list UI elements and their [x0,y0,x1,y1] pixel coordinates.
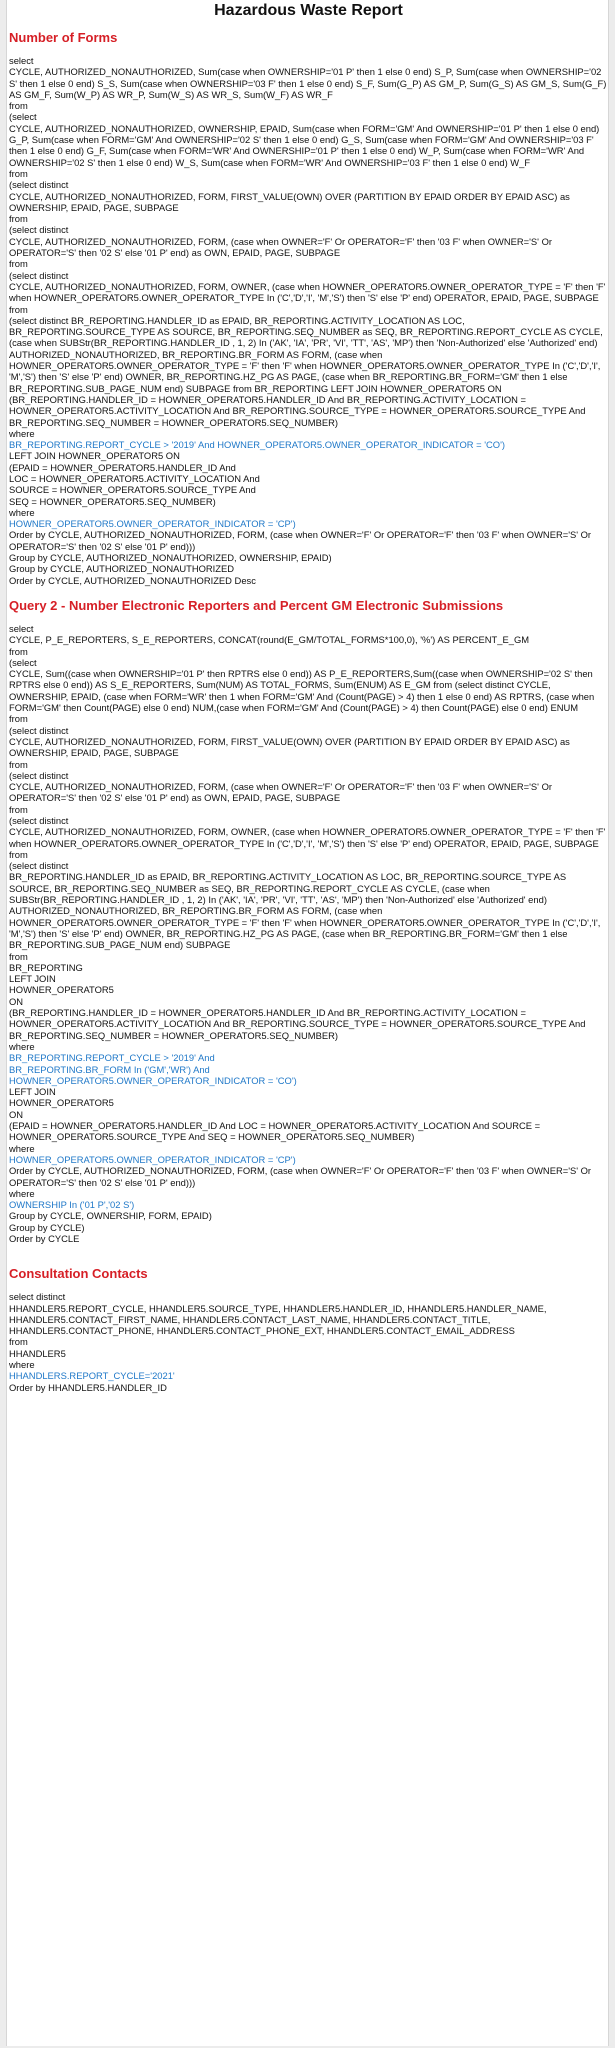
sql-line: (select distinct [9,769,69,781]
sql-line: Group by CYCLE, OWNERSHIP, FORM, EPAID) [9,1210,212,1222]
sql-line: ON [9,1108,24,1120]
sql-line: CYCLE, AUTHORIZED_NONAUTHORIZED, FORM, FIRST_VALUE(OWN) OVER (PARTITION BY EPAID ORDER BY EPAID ASC) as OWNERSHIP, EPAID, PAGE, SUBPAGE [9,190,570,213]
sql-line: from [9,950,28,962]
query-section [9,30,608,586]
sql-line: HOWNER_OPERATOR5 [9,984,114,996]
page-title: Hazardous Waste Report [214,2,403,19]
document-page [6,0,609,2046]
sql-line: where [9,427,35,439]
sql-line: from [9,645,28,657]
section-spacer [9,1256,608,1266]
sql-line: Order by HHANDLER5.HANDLER_ID [9,1381,167,1393]
sql-line: Order by CYCLE, AUTHORIZED_NONAUTHORIZED, FORM, (case when OWNER='F' Or OPERATOR='F' then '03 F' when OWNER='S' Or OPERATOR='S' then '02 S' else '01 P' end))) [9,529,592,552]
sql-line: (BR_REPORTING.HANDLER_ID = HOWNER_OPERATOR5.HANDLER_ID And BR_REPORTING.ACTIVITY_LOCATION = HOWNER_OPERATOR5.ACTIVITY_LOCATION And BR_REPORTING.SOURCE_TYPE = HOWNER_OPERATOR5.SOURCE_TYPE And BR_REPORTING.SEQ_NUMBER = HOWNER_OPERATOR5.SEQ_NUMBER) [9,1007,586,1041]
sql-line: (select distinct [9,224,69,236]
section-heading: Consultation Contacts [9,1266,148,1282]
sql-line: select distinct [9,1291,66,1303]
sql-line: from [9,213,28,225]
sql-line: CYCLE, AUTHORIZED_NONAUTHORIZED, FORM, FIRST_VALUE(OWN) OVER (PARTITION BY EPAID ORDER BY EPAID ASC) as OWNERSHIP, EPAID, PAGE, SUBPAGE [9,735,570,759]
sql-line: (select distinct [9,724,69,736]
sql-line: from [9,848,28,860]
sql-line: (select distinct [9,815,69,826]
sql-line-highlighted: OWNERSHIP In ('01 P','02 S') [9,1199,135,1211]
sql-line: Order by CYCLE [9,1232,80,1244]
sql-line-highlighted: HHANDLERS.REPORT_CYCLE='2021' [9,1370,175,1382]
sql-line-highlighted: HOWNER_OPERATOR5.OWNER_OPERATOR_INDICATOR = 'CO') [9,1074,297,1086]
sql-line: (EPAID = HOWNER_OPERATOR5.HANDLER_ID And LOC = HOWNER_OPERATOR5.ACTIVITY_LOCATION And SOURCE = HOWNER_OPERATOR5.SOURCE_TYPE And SEQ = HOWNER_OPERATOR5.SEQ_NUMBER) [9,1120,541,1143]
query-section [9,598,608,1244]
sql-line: SEQ = HOWNER_OPERATOR5.SEQ_NUMBER) [9,495,216,507]
sql-line: BR_REPORTING.HANDLER_ID as EPAID, BR_REPORTING.ACTIVITY_LOCATION AS LOC, BR_REPORTING.SOURCE_TYPE AS SOURCE, BR_REPORTING.SEQ_NUMBER as SEQ, BR_REPORTING.REPORT_CYCLE AS CYCLE, (case when SUBStr(BR_REPORTING.HANDLER_ID , 1, 2) In ('AK', 'IA', 'PR', 'VI', 'TT', 'AS', 'MP') then 'Non-Authorized' else 'Authorized' end) AUTHORIZED_NONAUTHORIZED, BR_REPORTING.BR_FORM AS FORM, (case when HOWNER_OPERATOR5.OWNER_OPERATOR_TYPE = 'F' then 'F' when HOWNER_OPERATOR5.OWNER_OPERATOR_TYPE In ('C','D','I', 'M','S') then 'S' else 'P' end) OWNER, BR_REPORTING.HZ_PG AS PAGE, (case when BR_REPORTING.BR_FORM='GM' then 1 else BR_REPORTING.SUB_PAGE_NUM end) SUBPAGE [9,871,601,951]
sql-line: LEFT JOIN [9,1086,56,1098]
sql-query-block [9,1291,608,1393]
sql-line: CYCLE, AUTHORIZED_NONAUTHORIZED, FORM, (case when OWNER='F' Or OPERATOR='F' then '03 F' when OWNER='S' Or OPERATOR='S' then '02 S' else '01 P' end) as OWN, EPAID, PAGE, SUBPAGE [9,235,552,259]
sections-container [9,30,608,1393]
query-section [9,1266,608,1393]
sql-line: from [9,758,28,770]
sql-line-highlighted: BR_REPORTING.BR_FORM In ('GM','WR') And [9,1063,210,1075]
sql-line: from [9,100,28,112]
sql-line: LOC = HOWNER_OPERATOR5.ACTIVITY_LOCATION And [9,472,260,484]
sql-line: (select distinct BR_REPORTING.HANDLER_ID as EPAID, BR_REPORTING.ACTIVITY_LOCATION AS LOC, BR_REPORTING.SOURCE_TYPE AS SOURCE, BR_REPORTING.SEQ_NUMBER as SEQ, BR_REPORTING.REPORT_CYCLE AS CYCLE, (case when SUBStr(BR_REPORTING.HANDLER_ID , 1, 2) In ('AK', 'IA', 'PR', 'VI', 'TT', 'AS', 'MP') then 'Non-Authorized' else 'Authorized' end) AUTHORIZED_NONAUTHORIZED, BR_REPORTING.BR_FORM AS FORM, (case when HOWNER_OPERATOR5.OWNER_OPERATOR_TYPE = 'F' then 'F' when HOWNER_OPERATOR5.OWNER_OPERATOR_TYPE In ('C','D','I', 'M','S') then 'S' else 'P' end) OWNER, BR_REPORTING.HZ_PG AS PAGE, (case when BR_REPORTING.BR_FORM='GM' then 1 else BR_REPORTING.SUB_PAGE_NUM end) SUBPAGE from BR_REPORTING LEFT JOIN HOWNER_OPERATOR5 ON (BR_REPORTING.HANDLER_ID = HOWNER_OPERATOR5.HANDLER_ID And BR_REPORTING.ACTIVITY_LOCATION = HOWNER_OPERATOR5.ACTIVITY_LOCATION And BR_REPORTING.SOURCE_TYPE = HOWNER_OPERATOR5.SOURCE_TYPE And BR_REPORTING.SEQ_NUMBER = HOWNER_OPERATOR5.SEQ_NUMBER) [9,314,603,428]
sql-line: select [9,55,34,66]
sql-line: SOURCE = HOWNER_OPERATOR5.SOURCE_TYPE And [9,484,256,496]
sql-line: HHANDLER5 [9,1347,66,1359]
sql-line: Group by CYCLE, AUTHORIZED_NONAUTHORIZED, OWNERSHIP, EPAID) [9,552,332,564]
sql-line: where [9,1040,35,1052]
sql-line: from [9,803,28,815]
sql-line: CYCLE, AUTHORIZED_NONAUTHORIZED, FORM, OWNER, (case when HOWNER_OPERATOR5.OWNER_OPERATOR_TYPE = 'F' then 'F' when HOWNER_OPERATOR5.OWNER_OPERATOR_TYPE In ('C','D','I', 'M','S') then 'S' else 'P' end) OPERATOR, EPAID, PAGE, SUBPAGE [9,280,606,304]
sql-line: where [9,1359,35,1371]
sql-line: from [9,1336,28,1348]
sql-line: (select distinct [9,179,69,191]
sql-line: Group by CYCLE, AUTHORIZED_NONAUTHORIZED [9,563,235,575]
sql-line-highlighted: HOWNER_OPERATOR5.OWNER_OPERATOR_INDICATOR = 'CP') [9,518,296,530]
sql-line: from [9,303,28,315]
sql-line: from [9,258,28,270]
sql-line: where [9,506,35,518]
sql-line: from [9,167,28,179]
sql-line: Order by CYCLE, AUTHORIZED_NONAUTHORIZED Desc [9,574,256,586]
sql-line: CYCLE, AUTHORIZED_NONAUTHORIZED, FORM, (case when OWNER='F' Or OPERATOR='F' then '03 F' when OWNER='S' Or OPERATOR='S' then '02 S' else '01 P' end) as OWN, EPAID, PAGE, SUBPAGE [9,781,552,804]
sql-line: (select distinct [9,269,69,281]
sql-line: (select [9,656,37,668]
sql-line: (EPAID = HOWNER_OPERATOR5.HANDLER_ID And [9,461,236,473]
sql-line: CYCLE, P_E_REPORTERS, S_E_REPORTERS, CONCAT(round(E_GM/TOTAL_FORMS*100,0), '%') AS PERCENT_E_GM [9,634,530,646]
sql-line: HHANDLER5.REPORT_CYCLE, HHANDLER5.SOURCE_TYPE, HHANDLER5.HANDLER_ID, HHANDLER5.HANDLER_NAME, HHANDLER5.CONTACT_FIRST_NAME, HHANDLER5.CONTACT_LAST_NAME, HHANDLER5.CONTACT_TITLE, HHANDLER5.CONTACT_PHONE, HHANDLER5.CONTACT_PHONE_EXT, HHANDLER5.CONTACT_EMAIL_ADDRESS [9,1302,547,1337]
sql-line: select [9,622,34,634]
sql-line: CYCLE, AUTHORIZED_NONAUTHORIZED, OWNERSHIP, EPAID, Sum(case when FORM='GM' And OWNERSHIP='01 P' then 1 else 0 end) G_P, Sum(case when FORM='GM' And OWNERSHIP='02 S' then 1 else 0 end) G_S, Sum(case when FORM='GM' And OWNERSHIP='03 F' then 1 else 0 end) G_F, Sum(case when FORM='WR' And OWNERSHIP='01 P' then 1 else 0 end) W_P, Sum(case when FORM='WR' And OWNERSHIP='02 S' then 1 else 0 end) W_S, Sum(case when FORM='WR' And OWNERSHIP='03 F' then 1 else 0 end) W_F [9,122,600,168]
sql-line: from [9,713,28,725]
sql-line: ON [9,995,24,1007]
sql-line-highlighted: BR_REPORTING.REPORT_CYCLE > '2019' And HOWNER_OPERATOR5.OWNER_OPERATOR_INDICATOR = 'CO') [9,439,505,451]
sql-line: CYCLE, Sum((case when OWNERSHIP='01 P' then RPTRS else 0 end)) AS P_E_REPORTERS,Sum((case when OWNERSHIP='02 S' then RPTRS else 0 end)) AS S_E_REPORTERS, Sum(NUM) AS TOTAL_FORMS, Sum(ENUM) AS E_GM from (select distinct CYCLE, OWNERSHIP, EPAID, (case when FORM='WR' then 1 when FORM='GM' And (Count(PAGE) > 4) then 1 else 0 end) AS RPTRS, (case when FORM='GM' then Count(PAGE) else 0 end) NUM,(case when FORM='GM' And (Count(PAGE) > 4) then Count(PAGE) else 0 end) ENUM [9,668,595,714]
sql-line: BR_REPORTING [9,961,83,973]
sql-line: where [9,1142,35,1154]
sql-line: CYCLE, AUTHORIZED_NONAUTHORIZED, Sum(case when OWNERSHIP='01 P' then 1 else 0 end) S_P, Sum(case when OWNERSHIP='02 S' then 1 else 0 end) S_S, Sum(case when OWNERSHIP='03 F' then 1 else 0 end) S_F, Sum(G_P) AS GM_P, Sum(G_S) AS GM_S, Sum(G_F) AS GM_F, Sum(W_P) AS WR_P, Sum(W_S) AS WR_S, Sum(W_F) AS WR_F [9,66,607,100]
section-heading: Number of Forms [9,30,118,45]
sql-line: where [9,1187,35,1199]
sql-line: Order by CYCLE, AUTHORIZED_NONAUTHORIZED, FORM, (case when OWNER='F' Or OPERATOR='F' then '03 F' when OWNER='S' Or OPERATOR='S' then '02 S' else '01 P' end))) [9,1165,592,1188]
sql-line: LEFT JOIN HOWNER_OPERATOR5 ON [9,450,180,462]
section-heading: Query 2 - Number Electronic Reporters and Percent GM Electronic Submissions [9,597,504,613]
sql-query-block [9,623,608,1244]
sql-line-highlighted: HOWNER_OPERATOR5.OWNER_OPERATOR_INDICATOR = 'CP') [9,1153,296,1165]
sql-line-highlighted: BR_REPORTING.REPORT_CYCLE > '2019' And [9,1052,215,1064]
sql-line: HOWNER_OPERATOR5 [9,1097,114,1109]
sql-line: (select distinct [9,860,69,872]
sql-line: Group by CYCLE) [9,1221,85,1233]
sql-line: LEFT JOIN [9,973,56,985]
sql-query-block [9,55,608,586]
sql-line: (select [9,111,37,123]
sql-line: CYCLE, AUTHORIZED_NONAUTHORIZED, FORM, OWNER, (case when HOWNER_OPERATOR5.OWNER_OPERATOR_TYPE = 'F' then 'F' when HOWNER_OPERATOR5.OWNER_OPERATOR_TYPE In ('C','D','I', 'M','S') then 'S' else 'P' end) OPERATOR, EPAID, PAGE, SUBPAGE [9,826,606,849]
